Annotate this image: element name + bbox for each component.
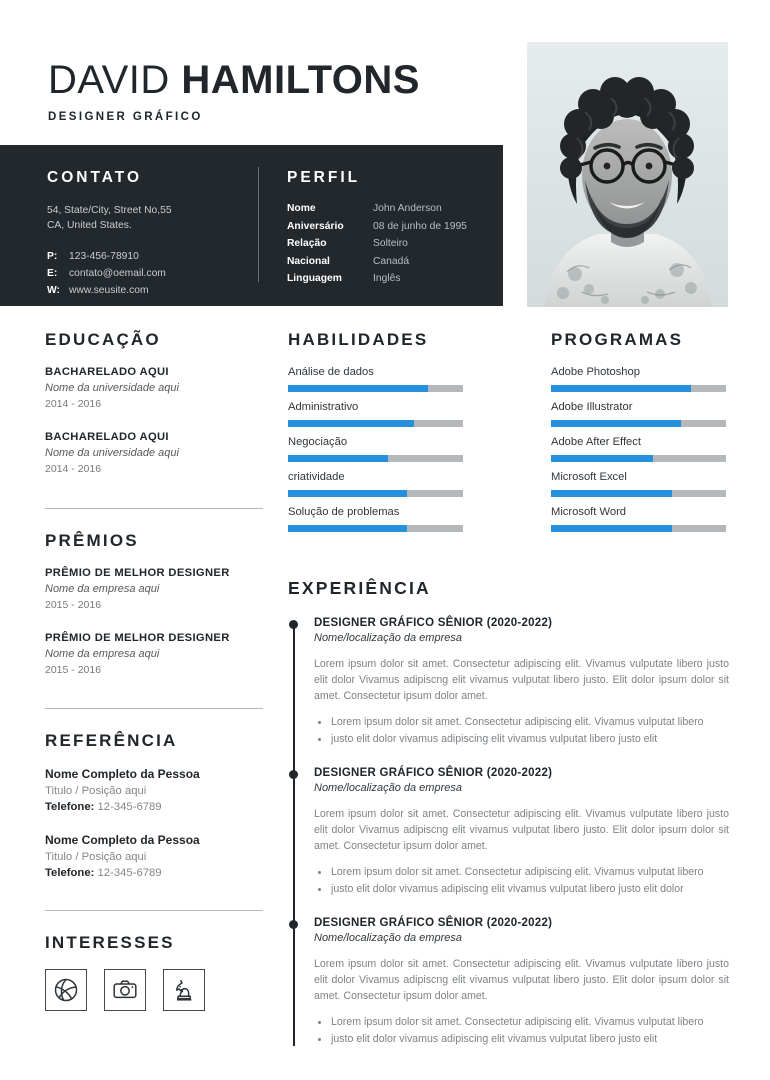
camera-icon[interactable] xyxy=(104,969,146,1011)
skill-bar-fill xyxy=(288,385,428,392)
program-bar-fill xyxy=(551,420,681,427)
award-entry xyxy=(45,567,263,611)
section-divider xyxy=(45,708,263,709)
program-bar-fill xyxy=(551,525,672,532)
reference-entry xyxy=(45,833,263,879)
experience-role: DESIGNER GRÁFICO SÊNIOR (2020-2022) xyxy=(314,617,553,629)
experience-role: DESIGNER GRÁFICO SÊNIOR (2020-2022) xyxy=(314,917,553,929)
profile-value: Inglês xyxy=(373,273,401,284)
program-bar-track xyxy=(551,455,726,462)
profile-section xyxy=(287,169,487,291)
reference-role: Titulo / Posição aqui xyxy=(45,785,147,797)
reference-name: Nome Completo da Pessoa xyxy=(45,767,200,781)
skill-label: Administrativo xyxy=(288,401,359,413)
experience-section xyxy=(288,578,731,1067)
experience-item xyxy=(314,917,731,1048)
skill-label: criatividade xyxy=(288,471,345,483)
experience-role: DESIGNER GRÁFICO SÊNIOR (2020-2022) xyxy=(314,767,553,779)
programs-list xyxy=(551,366,726,532)
reference-phone-value: 12-345-6789 xyxy=(97,801,162,813)
skill-item xyxy=(288,401,463,427)
skills-title: HABILIDADES xyxy=(288,330,429,349)
profile-key: Nacional xyxy=(287,255,330,267)
reference-name: Nome Completo da Pessoa xyxy=(45,833,200,847)
profile-key: Aniversário xyxy=(287,220,344,232)
skill-label: Negociação xyxy=(288,436,348,448)
program-bar-track xyxy=(551,525,726,532)
entry-date: 2014 - 2016 xyxy=(45,463,102,475)
skill-bar-track xyxy=(288,385,463,392)
first-name: DAVID xyxy=(48,58,170,102)
entry-degree: PRÊMIO DE MELHOR DESIGNER xyxy=(45,632,230,644)
phone-value: 123-456-78910 xyxy=(69,251,139,262)
profile-key: Linguagem xyxy=(287,273,342,284)
email-value[interactable]: contato@oemail.com xyxy=(69,268,166,279)
program-bar-fill xyxy=(551,385,691,392)
interests-section xyxy=(45,933,263,1011)
profile-photo xyxy=(527,42,728,307)
skill-bar-fill xyxy=(288,525,407,532)
experience-bullet: justo elit dolor vivamus adipiscing elit vivamus vulputat libero justo elit dolor xyxy=(314,881,731,898)
entry-degree: PRÊMIO DE MELHOR DESIGNER xyxy=(45,567,230,579)
experience-bullet-list xyxy=(314,864,731,898)
experience-bullet: Lorem ipsum dolor sit amet. Consectetur adipiscing elit. Vivamus vulputat libero xyxy=(314,714,731,731)
experience-item xyxy=(314,617,731,748)
experience-bullet-list xyxy=(314,1014,731,1048)
skill-bar-fill xyxy=(288,455,388,462)
experience-bullet: justo elit dolor vivamus adipiscing elit vivamus vulputat libero justo elit xyxy=(314,1031,731,1048)
profile-title: PERFIL xyxy=(287,169,361,186)
experience-body: Lorem ipsum dolor sit amet. Consectetur adipiscing elit. Vivamus vulputate libero justo elit dolor Vivamus adipiscng elit vivamus vulputat libero justo. Elit dolor ipsum dolor sit amet. Consectetur ipsum dolor amet. xyxy=(314,958,729,1002)
timeline-line xyxy=(293,621,295,1046)
experience-body: Lorem ipsum dolor sit amet. Consectetur adipiscing elit. Vivamus vulputate libero justo elit dolor Vivamus adipiscng elit vivamus vulputat libero justo. Elit dolor ipsum dolor sit amet. Consectetur ipsum dolor amet. xyxy=(314,808,729,852)
experience-company: Nome/localização da empresa xyxy=(314,632,462,644)
contact-section xyxy=(47,169,242,302)
profile-row-nacional xyxy=(287,256,487,267)
program-bar-track xyxy=(551,420,726,427)
skill-label: Solução de problemas xyxy=(288,506,400,518)
skill-bar-track xyxy=(288,490,463,497)
program-bar-track xyxy=(551,385,726,392)
volleyball-icon[interactable] xyxy=(45,969,87,1011)
profile-value: 08 de junho de 1995 xyxy=(373,220,467,232)
page-title xyxy=(48,58,420,102)
programs-column xyxy=(551,330,726,541)
entry-school: Nome da universidade aqui xyxy=(45,447,179,459)
skill-bar-track xyxy=(288,525,463,532)
program-label: Adobe Photoshop xyxy=(551,366,640,378)
reference-role: Titulo / Posição aqui xyxy=(45,851,147,863)
program-label: Adobe Illustrator xyxy=(551,401,633,413)
timeline-dot-icon xyxy=(289,770,298,779)
profile-key: Relação xyxy=(287,238,327,249)
program-bar-fill xyxy=(551,455,653,462)
entry-company: Nome da empresa aqui xyxy=(45,583,160,595)
profile-row-linguagem xyxy=(287,273,487,284)
experience-company: Nome/localização da empresa xyxy=(314,782,462,794)
reference-phone-line xyxy=(45,867,263,879)
info-band xyxy=(0,145,503,306)
left-column xyxy=(45,330,263,1011)
entry-date: 2015 - 2016 xyxy=(45,664,102,676)
spacer xyxy=(45,697,263,708)
experience-item xyxy=(314,767,731,898)
website-value[interactable]: www.seusite.com xyxy=(69,285,149,296)
contact-row-website xyxy=(47,285,242,296)
skill-bar-track xyxy=(288,420,463,427)
profile-row-aniversario xyxy=(287,221,487,232)
entry-school: Nome da universidade aqui xyxy=(45,382,179,394)
interests-title: INTERESSES xyxy=(45,933,175,952)
experience-title: EXPERIÊNCIA xyxy=(288,578,431,598)
spacer xyxy=(45,899,263,910)
program-bar-track xyxy=(551,490,726,497)
education-entry xyxy=(45,366,263,410)
experience-company: Nome/localização da empresa xyxy=(314,932,462,944)
program-bar-fill xyxy=(551,490,672,497)
reference-entry xyxy=(45,767,263,813)
band-divider xyxy=(258,167,259,282)
reference-title: REFERÊNCIA xyxy=(45,731,178,750)
skill-item xyxy=(288,366,463,392)
skill-item xyxy=(288,506,463,532)
skill-bar-fill xyxy=(288,490,407,497)
award-entry xyxy=(45,632,263,676)
skills-list xyxy=(288,366,463,532)
section-divider xyxy=(45,910,263,911)
experience-body: Lorem ipsum dolor sit amet. Consectetur adipiscing elit. Vivamus vulputate libero justo elit dolor Vivamus adipiscng elit vivamus vulputat libero justo. Elit dolor ipsum dolor sit amet. Consectetur ipsum dolor amet. xyxy=(314,658,729,702)
profile-value: John Anderson xyxy=(373,203,442,214)
address-line-1: 54, State/City, Street No,55 xyxy=(47,205,172,216)
skills-column xyxy=(288,330,463,541)
last-name: HAMILTONS xyxy=(181,58,420,102)
entry-company: Nome da empresa aqui xyxy=(45,648,160,660)
entry-degree: BACHARELADO AQUI xyxy=(45,366,169,378)
entry-date: 2015 - 2016 xyxy=(45,599,102,611)
experience-bullet: Lorem ipsum dolor sit amet. Consectetur adipiscing elit. Vivamus vulputat libero xyxy=(314,1014,731,1031)
reference-section xyxy=(45,731,263,879)
name-block xyxy=(48,58,420,123)
reference-phone-line xyxy=(45,801,263,813)
profile-row-relacao xyxy=(287,238,487,249)
skill-item xyxy=(288,436,463,462)
interests-icon-row xyxy=(45,969,263,1011)
skill-bar-fill xyxy=(288,420,414,427)
program-item xyxy=(551,366,726,392)
contact-row-phone xyxy=(47,251,242,262)
email-key: E: xyxy=(47,268,58,279)
experience-list xyxy=(314,617,731,1048)
program-item xyxy=(551,471,726,497)
contact-rows xyxy=(47,251,242,296)
education-section xyxy=(45,330,263,475)
experience-timeline xyxy=(288,617,731,1048)
phone-key: P: xyxy=(47,251,58,262)
experience-bullet: justo elit dolor vivamus adipiscing elit vivamus vulputat libero justo elit xyxy=(314,731,731,748)
profile-row-nome xyxy=(287,203,487,214)
awards-section xyxy=(45,531,263,676)
program-item xyxy=(551,436,726,462)
education-title: EDUCAÇÃO xyxy=(45,330,161,349)
skill-label: Análise de dados xyxy=(288,366,374,378)
section-divider xyxy=(45,508,263,509)
awards-title: PRÊMIOS xyxy=(45,531,139,550)
reference-phone-label: Telefone: xyxy=(45,801,95,813)
spacer xyxy=(45,496,263,508)
program-item xyxy=(551,506,726,532)
reference-phone-value: 12-345-6789 xyxy=(97,867,162,879)
reference-phone-label: Telefone: xyxy=(45,867,95,879)
contact-row-email xyxy=(47,268,242,279)
skill-bar-track xyxy=(288,455,463,462)
contact-title: CONTATO xyxy=(47,169,143,186)
profile-value: Canadá xyxy=(373,255,410,267)
website-key: W: xyxy=(47,285,60,296)
address-line-2: CA, United States. xyxy=(47,220,132,231)
program-label: Adobe After Effect xyxy=(551,436,641,448)
experience-bullet-list xyxy=(314,714,731,748)
entry-date: 2014 - 2016 xyxy=(45,398,102,410)
job-title: DESIGNER GRÁFICO xyxy=(48,111,203,123)
profile-value: Solteiro xyxy=(373,238,408,249)
entry-degree: BACHARELADO AQUI xyxy=(45,431,169,443)
chess-knight-icon[interactable] xyxy=(163,969,205,1011)
program-label: Microsoft Word xyxy=(551,506,627,518)
timeline-dot-icon xyxy=(289,920,298,929)
program-label: Microsoft Excel xyxy=(551,471,627,483)
skill-item xyxy=(288,471,463,497)
profile-key: Nome xyxy=(287,203,316,214)
programs-title: PROGRAMAS xyxy=(551,330,684,349)
timeline-dot-icon xyxy=(289,620,298,629)
education-entry xyxy=(45,431,263,475)
experience-bullet: Lorem ipsum dolor sit amet. Consectetur adipiscing elit. Vivamus vulputat libero xyxy=(314,864,731,881)
program-item xyxy=(551,401,726,427)
